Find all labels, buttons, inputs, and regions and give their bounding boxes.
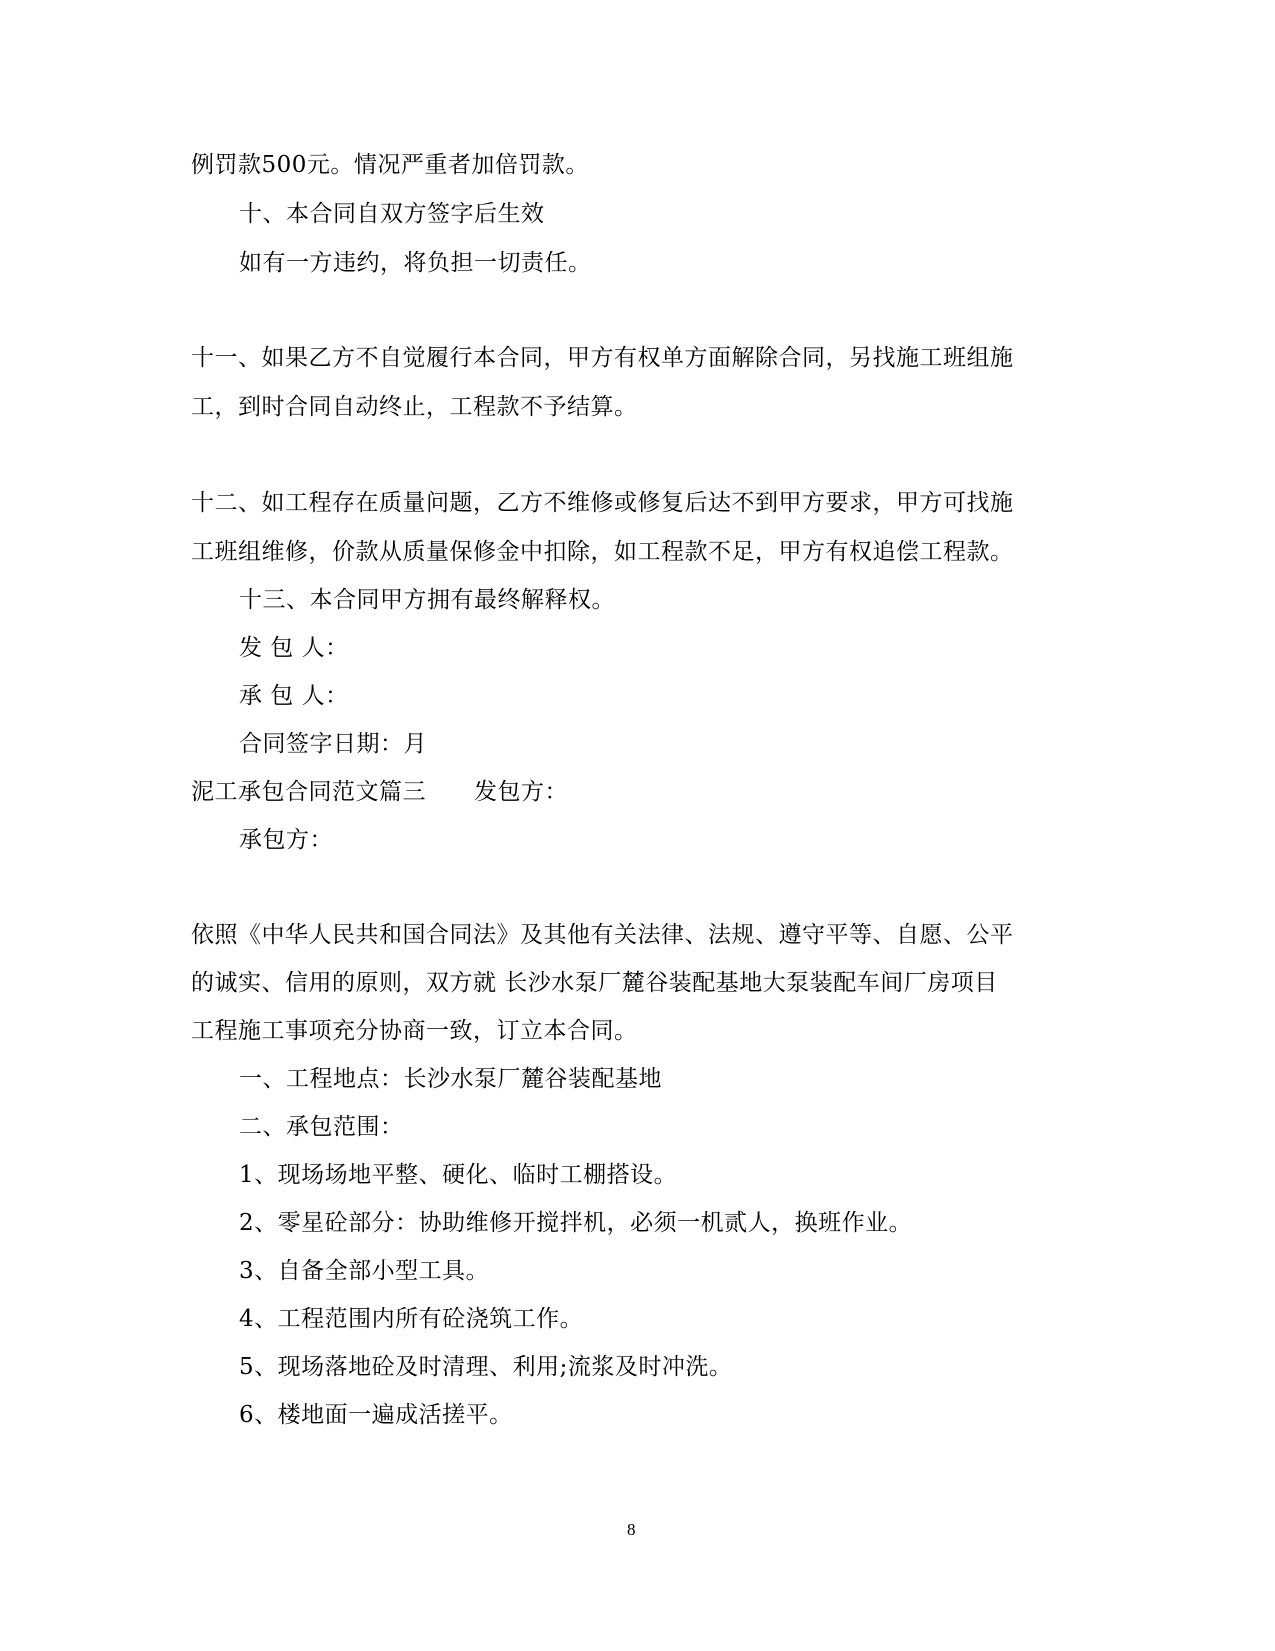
signing-date-label: 合同签字日期：月 <box>239 731 427 757</box>
project-location: 一、工程地点：长沙水泵厂麓谷装配基地 <box>239 1066 662 1092</box>
text-line: 工，到时合同自动终止，工程款不予结算。 <box>191 394 638 420</box>
scope-heading: 二、承包范围： <box>239 1114 404 1140</box>
text-line: 工班组维修，价款从质量保修金中扣除，如工程款不足，甲方有权追偿工程款。 <box>191 539 1014 565</box>
employer-label: 发包方： <box>474 779 568 805</box>
clause-eleven: 十一、如果乙方不自觉履行本合同，甲方有权单方面解除合同，另找施工班组施 <box>191 345 1014 371</box>
scope-item: 2、零星砼部分：协助维修开搅拌机，必须一机贰人，换班作业。 <box>239 1210 913 1236</box>
preamble: 依照《中华人民共和国合同法》及其他有关法律、法规、遵守平等、自愿、公平 <box>191 922 1014 948</box>
section-title: 泥工承包合同范文篇三 <box>191 779 426 805</box>
text-line: 如有一方违约，将负担一切责任。 <box>239 250 592 276</box>
contractor-label: 承包方： <box>239 827 333 853</box>
text-line: 工程施工事项充分协商一致，订立本合同。 <box>191 1018 638 1044</box>
text-line: 例罚款500元。情况严重者加倍罚款。 <box>191 152 589 178</box>
scope-item: 3、自备全部小型工具。 <box>239 1258 490 1284</box>
employer-signature-label: 发 包 人： <box>239 635 349 661</box>
scope-item: 6、楼地面一遍成活搓平。 <box>239 1402 513 1428</box>
scope-item: 5、现场落地砼及时清理、利用;流浆及时冲洗。 <box>239 1354 733 1380</box>
contractor-signature-label: 承 包 人： <box>239 683 349 709</box>
scope-item: 4、工程范围内所有砼浇筑工作。 <box>239 1306 584 1332</box>
text-line: 的诚实、信用的原则，双方就 长沙水泵厂麓谷装配基地大泵装配车间厂房项目 <box>191 970 998 996</box>
clause-thirteen: 十三、本合同甲方拥有最终解释权。 <box>239 587 615 613</box>
section-heading-line <box>191 777 568 807</box>
scope-item: 1、现场场地平整、硬化、临时工棚搭设。 <box>239 1162 678 1188</box>
page-number: 8 <box>627 1520 636 1539</box>
clause-twelve: 十二、如工程存在质量问题，乙方不维修或修复后达不到甲方要求，甲方可找施 <box>191 490 1014 516</box>
clause-ten: 十、本合同自双方签字后生效 <box>239 201 545 227</box>
